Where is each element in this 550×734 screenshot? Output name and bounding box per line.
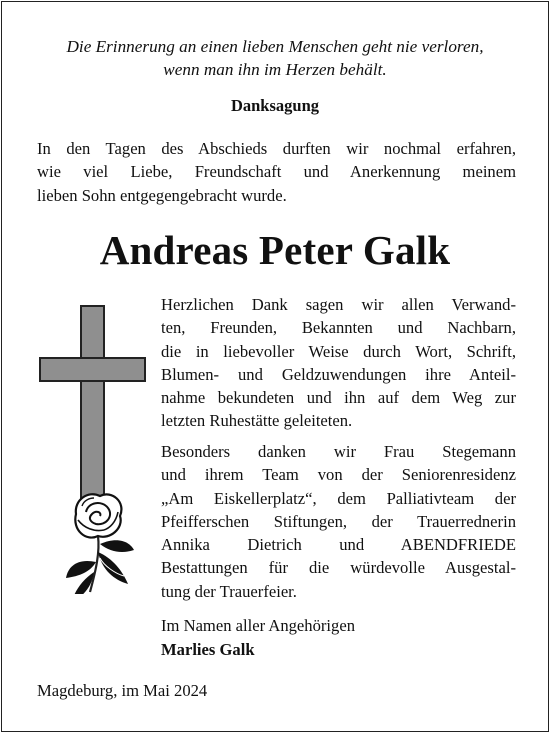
rose-icon	[66, 494, 134, 594]
paragraph-line: nahme bekundeten und ihn auf dem Weg zur	[161, 388, 516, 408]
intro-paragraph	[37, 137, 516, 207]
notice-heading: Danksagung	[230, 96, 320, 115]
signature-line: Im Namen aller Angehörigen	[161, 616, 355, 635]
obituary-notice	[1, 1, 549, 732]
special-thanks-paragraph	[161, 440, 516, 603]
paragraph-line: tung der Trauerfeier.	[161, 581, 297, 601]
paragraph-line: und ihrem Team von der Seniorenresidenz	[161, 465, 516, 485]
deceased-name: Andreas Peter Galk	[99, 227, 451, 273]
paragraph-line: Blumen- und Geldzuwendungen ihre Anteil-	[161, 364, 516, 384]
paragraph-line: letzten Ruhestätte geleiteten.	[161, 411, 353, 431]
signer-name: Marlies Galk	[161, 639, 255, 659]
thanks-paragraph	[161, 293, 516, 433]
intro-line: wie viel Liebe, Freundschaft und Anerkennung meinem	[37, 162, 516, 182]
quote-line-2: wenn man ihn im Herzen behält.	[163, 60, 387, 79]
place-date: Magdeburg, im Mai 2024	[37, 681, 208, 700]
intro-line: lieben Sohn entgegengebracht wurde.	[37, 185, 287, 205]
paragraph-line: Besonders danken wir Frau Stegemann	[161, 442, 516, 461]
paragraph-line: Herzlichen Dank sagen wir allen Verwand-	[161, 295, 516, 314]
paragraph-line: Annika Dietrich und ABENDFRIEDE	[161, 535, 516, 555]
memorial-quote	[2, 35, 548, 81]
paragraph-line: Bestattungen für die würdevolle Ausgestal-	[161, 558, 516, 578]
paragraph-line: Pfeifferschen Stiftungen, der Trauerrednerin	[161, 511, 516, 531]
paragraph-line: die in liebevoller Weise durch Wort, Schrift,	[161, 341, 516, 361]
paragraph-line: ten, Freunden, Bekannten und Nachbarn,	[161, 318, 516, 338]
intro-line: In den Tagen des Abschieds durften wir nochmal erfahren,	[37, 139, 516, 158]
quote-line-1: Die Erinnerung an einen lieben Menschen geht nie verloren,	[66, 37, 484, 56]
paragraph-line: „Am Eiskellerplatz“, dem Palliativteam der	[161, 488, 516, 508]
cross-icon	[38, 304, 148, 594]
signature-block	[161, 614, 355, 661]
